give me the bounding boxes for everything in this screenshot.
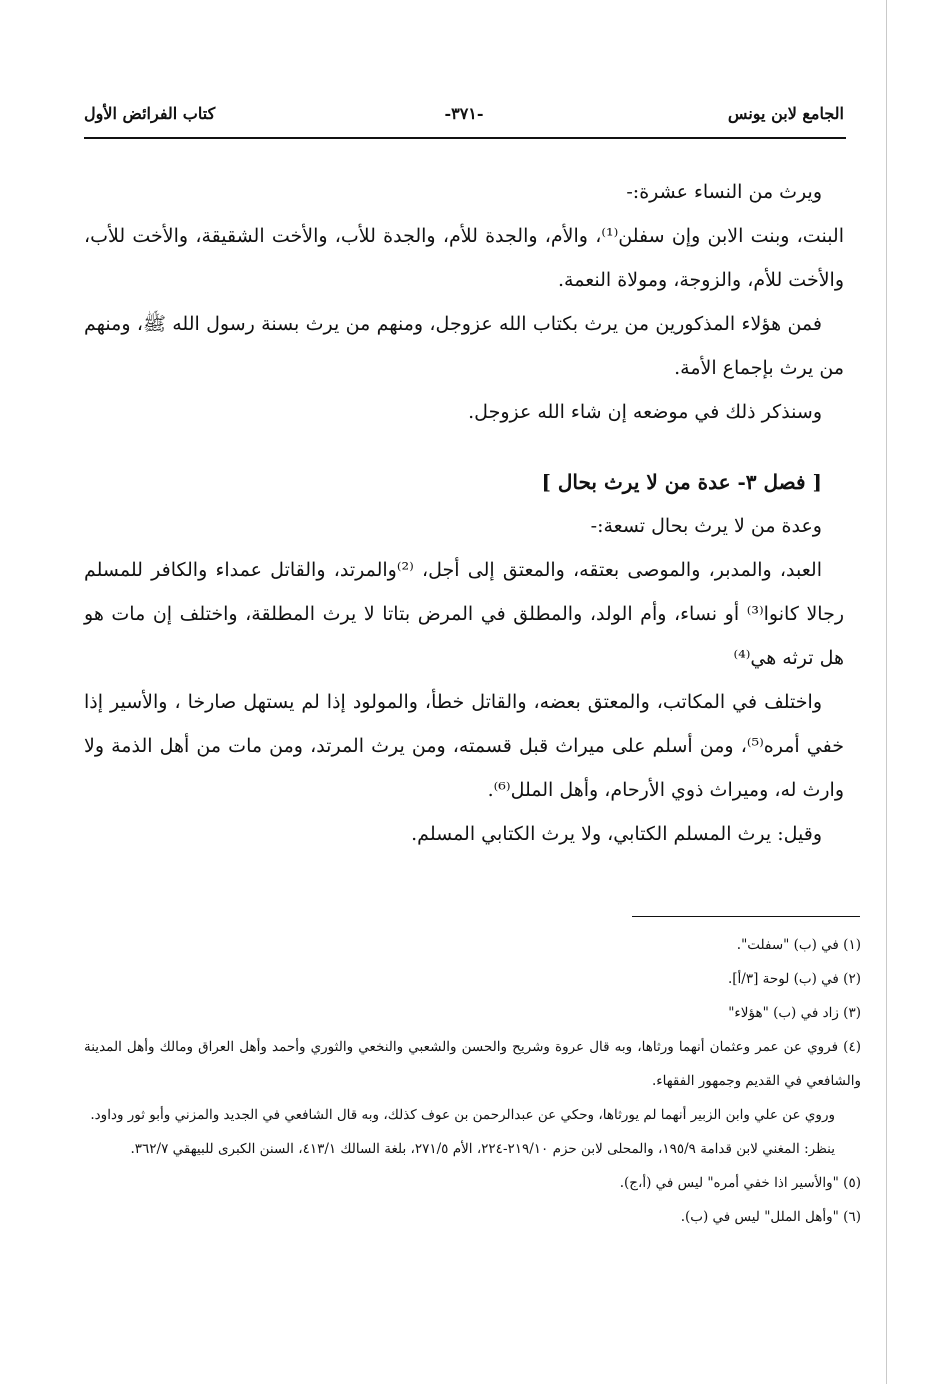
women-heirs-list: البنت، وبنت الابن وإن سفلن⁽¹⁾، والأم، والجدة للأم، والجدة للأب، والأخت الشقيقة، والأخت للأب، والأخت للأم، والزوجة، ومولاة النعمة. [84, 225, 845, 291]
footnote-separator [632, 916, 860, 917]
footnote-3: (٣) زاد في (ب) "هؤلاء" [728, 1005, 861, 1021]
section-heading: [ فصل ٣- عدة من لا يرث بحال ] [541, 470, 822, 494]
disputed-list: واختلف في المكاتب، والمعتق بعضه، والقاتل خطأ، والمولود إذا لم يستهل صارخا ، والأسير إذا خفي أمره⁽⁵⁾، ومن أسلم على ميراث قبل قسمته، ومن يرث المرتد، ومن مات من أهل الذمة ولا وارث له، وميراث ذوي الأرحام، وأهل الملل⁽⁶⁾. [84, 691, 844, 801]
footnote-5: (٥) "والأسير اذا خفي أمره" ليس في (أ،ج). [619, 1175, 861, 1191]
footnote-6: (٦) "وأهل الملل" ليس في (ب). [680, 1209, 861, 1225]
footnotes [84, 928, 861, 1234]
footnote-4-continued: وروي عن علي وابن الزبير أنهما لم يورثاها، وحكي عن عبدالرحمن بن عوف كذلك، وبه قال الشافعي في الجديد والمزني وأبو ثور وداود. [90, 1107, 835, 1123]
non-heirs-list: العبد، والمدبر، والموصى بعتقه، والمعتق إلى أجل، ⁽²⁾والمرتد، والقاتل عمداء والكافر للمسلم رجالا كانوا⁽³⁾ أو نساء، وأم الولد، والمطلق في المرض بتاتا لا يرث المطلقة، واختلف إن مات هو هل ترثه هي⁽⁴⁾ [84, 559, 844, 669]
page-number: -٣٧١- [444, 104, 484, 123]
women-heirs-intro: ويرث من النساء عشرة:- [626, 181, 822, 203]
section-spacer [84, 434, 844, 460]
footnote-4-references: ينظر: المغني لابن قدامة ١٩٥/٩، والمحلى لابن حزم ٢١٩/١٠-٢٢٤، الأم ٢٧١/٥، بلغة السالك ٤١٣/١، السنن الكبرى للبيهقي ٣٦٢/٧. [130, 1141, 835, 1157]
main-text [84, 170, 844, 856]
running-head [84, 104, 844, 130]
running-head-chapter: كتاب الفرائض الأول [84, 104, 216, 123]
it-was-said-paragraph: وقيل: يرث المسلم الكتابي، ولا يرث الكتابي المسلم. [411, 823, 822, 845]
footnote-4: (٤) فروي عن عمر وعثمان أنهما ورثاها، وبه قال عروة وشريح والحسن والشعبي والنخعي والثوري وأحمد وأهل العراق ومالك وأهل المدينة والشافعي في القديم وجمهور الفقهاء. [84, 1039, 861, 1089]
footnote-2: (٢) في (ب) لوحة [٣/أ]. [728, 971, 861, 987]
non-heirs-intro: وعدة من لا يرث بحال تسعة:- [590, 515, 822, 537]
sources-paragraph: فمن هؤلاء المذكورين من يرث بكتاب الله عزوجل، ومنهم من يرث بسنة رسول الله ﷺ، ومنهم من يرث بإجماع الأمة. [84, 313, 844, 379]
header-rule [84, 137, 846, 139]
footnote-1: (١) في (ب) "سفلت". [736, 937, 861, 953]
running-head-book-title: الجامع لابن يونس [727, 104, 844, 123]
will-mention-paragraph: وسنذكر ذلك في موضعه إن شاء الله عزوجل. [468, 401, 822, 423]
page-edge-line [886, 0, 887, 1384]
